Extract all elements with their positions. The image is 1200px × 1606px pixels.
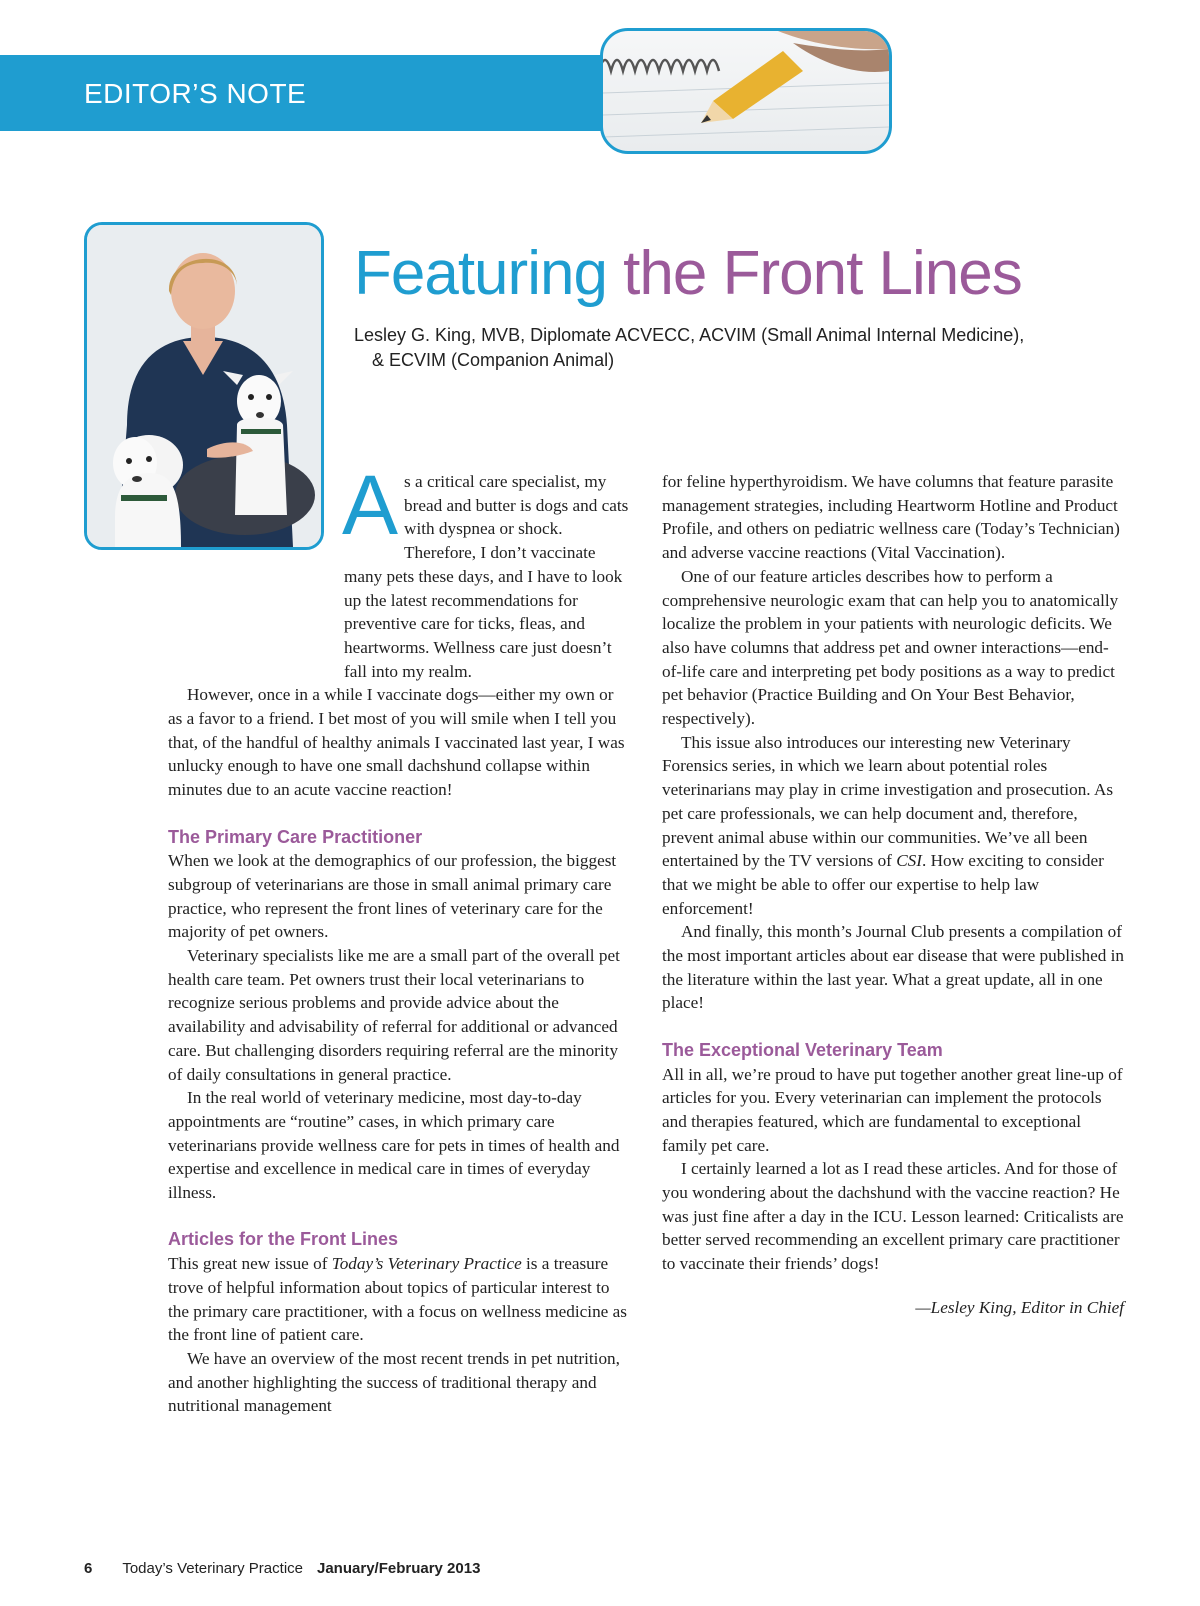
paragraph: I certainly learned a lot as I read these articles. And for those of you wondering about the dachshund with the vaccine reaction? He was just fine after a day in the ICU. Lesson learned: Criticalists are better served recommending an excellent primary care practitioner to vaccinate their friends’ dogs! bbox=[662, 1159, 1124, 1274]
author-byline bbox=[354, 323, 1074, 373]
paragraph: All in all, we’re proud to have put together another great line-up of articles for you. Every veterinarian can implement the protocols and therapies featured, which are fundamental to exceptional family pet care. bbox=[662, 1064, 1123, 1155]
signature: —Lesley King, Editor in Chief bbox=[915, 1297, 1124, 1317]
paragraph: When we look at the demographics of our profession, the biggest subgroup of veterinarians are those in small animal primary care practice, who represent the front lines of veterinary care for the majority of pet owners. bbox=[168, 851, 617, 942]
show-name: CSI bbox=[896, 851, 922, 871]
text: is a treasure trove of helpful information about topics of particular interest to the primary care practitioner, with a focus on wellness medicine as the front line of patient care. bbox=[168, 1254, 627, 1345]
title-part-1: Featuring bbox=[354, 239, 607, 308]
intro-wrap bbox=[168, 458, 630, 683]
section-label: EDITOR’S NOTE bbox=[84, 78, 307, 109]
paragraph: And finally, this month’s Journal Club presents a compilation of the most important articles about ear disease that were published in the literature within the last year. What a great update, all in one place! bbox=[662, 922, 1125, 1013]
left-column bbox=[168, 458, 630, 1418]
page-footer bbox=[84, 1560, 480, 1577]
text: This issue also introduces our interesting new Veterinary Forensics series, in which we learn about potential roles veterinarians may play in crime investigation and prosecution. As pet care professionals, we can help document and, therefore, prevent animal abuse within our communities. We’ve all been entertained by the TV versions of bbox=[662, 732, 1114, 871]
subheading-articles: Articles for the Front Lines bbox=[168, 1229, 399, 1250]
title-part-2: the Front Lines bbox=[623, 239, 1022, 308]
paragraph: We have an overview of the most recent trends in pet nutrition, and another highlighting the success of traditional therapy and nutritional management bbox=[168, 1348, 620, 1416]
paragraph bbox=[168, 1252, 630, 1347]
paragraph: However, once in a while I vaccinate dogs—either my own or as a favor to a friend. I bet most of you will smile when I tell you that, of the handful of healthy animals I vaccinated last year, I was unlucky enough to have one small dachshund collapse within minutes due to an acute vaccine reaction! bbox=[168, 685, 625, 800]
paragraph: One of our feature articles describes how to perform a comprehensive neurologic exam that can help you to anatomically localize the problem in your patients with neurologic deficits. We also have columns that address pet and owner interactions—end-of-life care and interpreting pet body positions as a way to predict pet behavior (Practice Building and On Your Best Behavior, respectively). bbox=[662, 566, 1119, 729]
paragraph bbox=[662, 731, 1124, 921]
notepad-pencil-photo bbox=[600, 28, 892, 154]
page-number: 6 bbox=[84, 1560, 93, 1577]
intro-paragraph bbox=[168, 458, 630, 683]
paragraph: for feline hyperthyroidism. We have columns that feature parasite management strategies, including Heartworm Hotline and Product Profile, and others on pediatric wellness care (Today’s Technician) and adverse vaccine reactions (Vital Vaccination). bbox=[662, 472, 1120, 563]
paragraph: In the real world of veterinary medicine, most day-to-day appointments are “routine” cases, in which primary care veterinarians provide wellness care for pets in times of health and expertise and excellence in medical care in times of everyday illness. bbox=[168, 1088, 620, 1203]
drop-cap: A bbox=[342, 458, 399, 552]
subheading-primary-care: The Primary Care Practitioner bbox=[168, 826, 423, 847]
publication-name: Today’s Veterinary Practice bbox=[331, 1254, 522, 1274]
paragraph: Veterinary specialists like me are a small part of the overall pet health care team. Pet owners trust their local veterinarians to recognize serious problems and provide advice about the availability and advisability of referral for additional or advanced care. But challenging disorders requiring referral are the minority of daily consultations in general practice. bbox=[168, 946, 620, 1084]
text: . How exciting to consider that we might be able to offer our expertise to help law enforcement! bbox=[662, 851, 1104, 918]
intro-text: s a critical care specialist, my bread and butter is dogs and cats with dyspnea or shock. Therefore, I don’t vaccinate many pets these days, and I have to look up the latest recommendations for preventive care for ticks, fleas, and heartworms. Wellness care just doesn’t fall into my realm. bbox=[344, 472, 629, 681]
publication-title: Today’s Veterinary Practice bbox=[122, 1560, 303, 1577]
text: This great new issue of bbox=[168, 1254, 332, 1274]
byline-line-2: & ECVIM (Companion Animal) bbox=[372, 350, 615, 370]
byline-line-1: Lesley G. King, MVB, Diplomate ACVECC, ACVIM (Small Animal Internal Medicine), bbox=[354, 325, 1025, 345]
right-column bbox=[662, 470, 1124, 1320]
subheading-team: The Exceptional Veterinary Team bbox=[662, 1039, 943, 1060]
article-title bbox=[354, 238, 1022, 309]
issue-date: January/February 2013 bbox=[317, 1560, 481, 1577]
